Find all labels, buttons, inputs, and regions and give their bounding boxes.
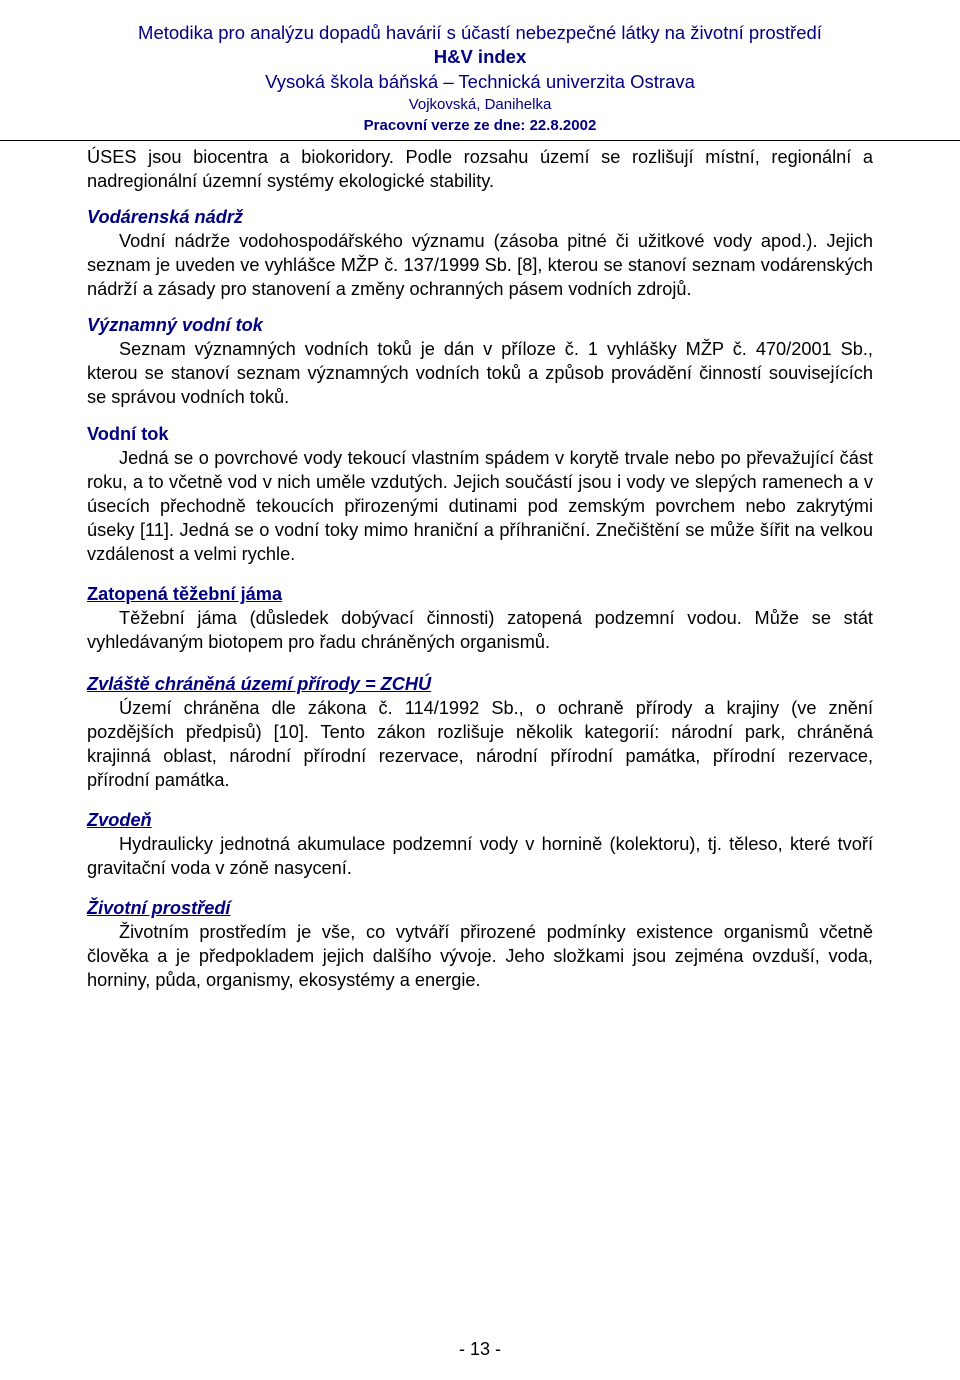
intro-paragraph: ÚSES jsou biocentra a biokoridory. Podle rozsahu území se rozlišují místní, regionální a nadregionální územní systémy ekologické stability. [87, 147, 873, 191]
header-index-title: H&V index [433, 46, 527, 67]
definition-zatopena-tezebni-jama: Těžební jáma (důsledek dobývací činnosti) zatopená podzemní vodou. Může se stát vyhledávaným biotopem pro řadu chráněných organismů. [87, 608, 873, 652]
term-heading-vyznamny-vodni-tok: Významný vodní tok [87, 315, 263, 335]
definition-zivotni-prostredi: Životním prostředím je vše, co vytváří přirozené podmínky existence organismů včetně člověka a je předpokladem jejich dalšího vývoje. Jeho složkami jsou zejména ovzduší, voda, horniny, půda, organismy, ekosystémy a energie. [87, 922, 873, 990]
definition-zvoden: Hydraulicky jednotná akumulace podzemní vody v hornině (kolektoru), tj. těleso, které tvoří gravitační voda v zóně nasycení. [87, 834, 873, 878]
definition-vodarenska-nadrz: Vodní nádrže vodohospodářského významu (zásoba pitné či užitkové vody apod.). Jejich seznam je uveden ve vyhlášce MŽP č. 137/1999 Sb. [8], kterou se stanoví seznam vodárenských nádrží a zásady pro stanovení a změny ochranných pásem vodních zdrojů. [87, 231, 873, 299]
header-divider [0, 140, 960, 141]
term-heading-zatopena-tezebni-jama: Zatopená těžební jáma [87, 584, 283, 604]
term-heading-zvoden: Zvodeň [87, 810, 152, 830]
term-heading-zchu: Zvláště chráněná území přírody = ZCHÚ [87, 674, 432, 694]
page-header [0, 20, 960, 136]
page-number: - 13 - [458, 1339, 501, 1359]
term-heading-vodarenska-nadrz: Vodárenská nádrž [87, 207, 243, 227]
document-body [87, 145, 873, 992]
header-version-date: Pracovní verze ze dne: 22.8.2002 [363, 117, 597, 134]
definition-zchu: Území chráněna dle zákona č. 114/1992 Sb., o ochraně přírody a krajiny (ve znění pozdějších předpisů) [10]. Tento zákon rozlišuje několik kategorií: národní park, chráněná krajinná oblast, národní přírodní rezervace, národní přírodní památka, přírodní rezervace, přírodní památka. [87, 698, 873, 790]
definition-vodni-tok: Jedná se o povrchové vody tekoucí vlastním spádem v korytě trvale nebo po převažující část roku, a to včetně vod v nich uměle vzdutých. Jejich součástí jsou i vody ve slepých ramenech a v úsecích přechodně tekoucích přirozenými dutinami pod zemským povrchem nebo zakrytými úseky [11]. Jedná se o vodní toky mimo hraniční a příhraniční. Znečištění se může šířit na velkou vzdálenost a velmi rychle. [87, 448, 873, 564]
term-heading-vodni-tok: Vodní tok [87, 424, 169, 444]
header-institution: Vysoká škola báňská – Technická univerzita Ostrava [265, 71, 695, 92]
definition-vyznamny-vodni-tok: Seznam významných vodních toků je dán v příloze č. 1 vyhlášky MŽP č. 470/2001 Sb., kterou se stanoví seznam významných vodních toků a způsob provádění činností souvisejících se správou vodních toků. [87, 339, 873, 407]
header-authors: Vojkovská, Danihelka [408, 96, 552, 113]
term-heading-zivotni-prostredi: Životní prostředí [87, 898, 231, 918]
header-document-title: Metodika pro analýzu dopadů havárií s účastí nebezpečné látky na životní prostředí [138, 22, 822, 43]
